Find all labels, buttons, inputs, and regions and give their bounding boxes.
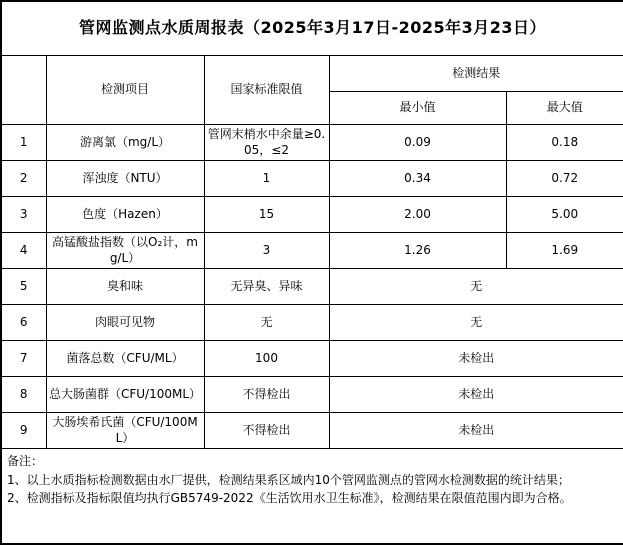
notes-label: 备注： (7, 454, 44, 468)
table-row (1, 161, 623, 197)
cell-max: 5.00 (506, 197, 623, 233)
cell-standard: 无 (204, 305, 329, 341)
cell-item: 肉眼可见物 (46, 305, 204, 341)
cell-seq: 9 (1, 413, 46, 449)
page-title: 管网监测点水质周报表（2025年3月17日-2025年3月23日） (1, 1, 623, 56)
cell-seq: 1 (1, 125, 46, 161)
cell-standard: 100 (204, 341, 329, 377)
cell-item: 浑浊度（NTU） (46, 161, 204, 197)
cell-result: 无 (329, 305, 623, 341)
cell-standard: 15 (204, 197, 329, 233)
column-header-standard: 国家标准限值 (204, 56, 329, 125)
cell-item: 大肠埃希氏菌（CFU/100ML） (46, 413, 204, 449)
cell-seq: 6 (1, 305, 46, 341)
cell-standard: 无异臭、异味 (204, 269, 329, 305)
note-line-2: 2、检测指标及指标限值均执行GB5749-2022《生活饮用水卫生标准》，检测结果在限值范围内即为合格。 (7, 491, 572, 506)
cell-standard: 管网末梢水中余量≥0.05，≤2 (204, 125, 329, 161)
table-row (1, 233, 623, 269)
cell-item: 高锰酸盐指数（以O₂计，mg/L） (46, 233, 204, 269)
table-row (1, 341, 623, 377)
table-row (1, 269, 623, 305)
cell-item: 色度（Hazen） (46, 197, 204, 233)
table-row (1, 125, 623, 161)
table-row (1, 197, 623, 233)
table-row (1, 305, 623, 341)
cell-min: 2.00 (329, 197, 506, 233)
header-row-top (1, 56, 623, 92)
cell-seq: 4 (1, 233, 46, 269)
cell-item: 菌落总数（CFU/ML） (46, 341, 204, 377)
cell-result: 无 (329, 269, 623, 305)
cell-max: 0.18 (506, 125, 623, 161)
cell-min: 0.34 (329, 161, 506, 197)
cell-seq: 7 (1, 341, 46, 377)
cell-standard: 不得检出 (204, 413, 329, 449)
cell-min: 0.09 (329, 125, 506, 161)
cell-seq: 8 (1, 377, 46, 413)
cell-seq: 5 (1, 269, 46, 305)
title-row (1, 1, 623, 56)
cell-standard: 1 (204, 161, 329, 197)
cell-min: 1.26 (329, 233, 506, 269)
column-header-item: 检测项目 (46, 56, 204, 125)
cell-result: 未检出 (329, 341, 623, 377)
table-body (1, 125, 623, 449)
cell-result: 未检出 (329, 377, 623, 413)
cell-standard: 3 (204, 233, 329, 269)
table-row (1, 413, 623, 449)
cell-result: 未检出 (329, 413, 623, 449)
cell-item: 臭和味 (46, 269, 204, 305)
column-header-seq (1, 56, 46, 125)
column-header-result-group: 检测结果 (329, 56, 623, 92)
table-row (1, 377, 623, 413)
cell-item: 总大肠菌群（CFU/100ML） (46, 377, 204, 413)
cell-seq: 2 (1, 161, 46, 197)
cell-max: 1.69 (506, 233, 623, 269)
cell-max: 0.72 (506, 161, 623, 197)
cell-item: 游离氯（mg/L） (46, 125, 204, 161)
column-header-min: 最小值 (329, 92, 506, 125)
cell-seq: 3 (1, 197, 46, 233)
cell-standard: 不得检出 (204, 377, 329, 413)
column-header-max: 最大值 (506, 92, 623, 125)
note-line-1: 1、以上水质指标检测数据由水厂提供，检测结果系区域内10个管网监测点的管网水检测数据的统计结果； (7, 472, 570, 487)
